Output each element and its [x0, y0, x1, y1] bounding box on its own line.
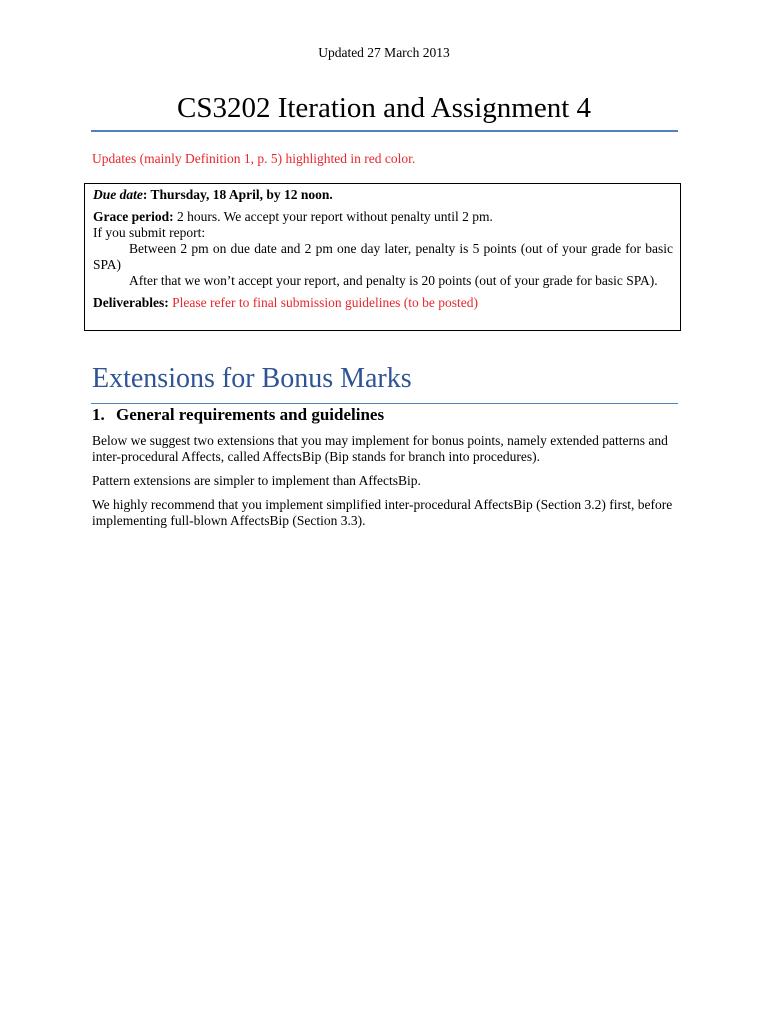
due-date-box: [84, 183, 681, 331]
penalty-rule-1: Between 2 pm on due date and 2 pm one day later, penalty is 5 points (out of your grade for basic SPA): [93, 241, 673, 272]
grace-period-line: [93, 209, 673, 225]
subsection-number: 1.: [92, 405, 105, 424]
subsection-title: General requirements and guidelines: [116, 405, 385, 424]
due-date-line: [93, 187, 673, 203]
deliverables-label: Deliverables:: [93, 295, 169, 310]
penalty-rule-2: After that we won’t accept your report, and penalty is 20 points (out of your grade for basic SPA).: [129, 273, 658, 288]
updated-date: Updated 27 March 2013: [318, 45, 450, 60]
section-heading-underline: [91, 403, 678, 404]
document-title: CS3202 Iteration and Assignment 4: [176, 92, 592, 124]
section-heading: Extensions for Bonus Marks: [92, 363, 412, 394]
grace-period-value: 2 hours. We accept your report without penalty until 2 pm.: [173, 209, 493, 224]
body-paragraph: Below we suggest two extensions that you may implement for bonus points, namely extended patterns and inter-procedural Affects, called AffectsBip (Bip stands for branch into procedures).: [92, 433, 668, 464]
submit-intro: If you submit report:: [93, 225, 206, 240]
grace-period-label: Grace period:: [93, 209, 174, 224]
due-date-label: Due date: [93, 187, 143, 202]
title-underline: [91, 130, 678, 132]
body-paragraph: Pattern extensions are simpler to implement than AffectsBip.: [92, 473, 421, 488]
deliverables-value: Please refer to final submission guidelines (to be posted): [168, 295, 479, 310]
subsection-heading: [92, 405, 384, 425]
deliverables-line: [93, 295, 673, 311]
due-date-value: : Thursday, 18 April, by 12 noon.: [142, 187, 333, 202]
body-paragraph: We highly recommend that you implement simplified inter-procedural AffectsBip (Section 3.2) first, before implementing full-blown AffectsBip (Section 3.3).: [92, 497, 673, 528]
update-note: Updates (mainly Definition 1, p. 5) highlighted in red color.: [92, 151, 416, 166]
